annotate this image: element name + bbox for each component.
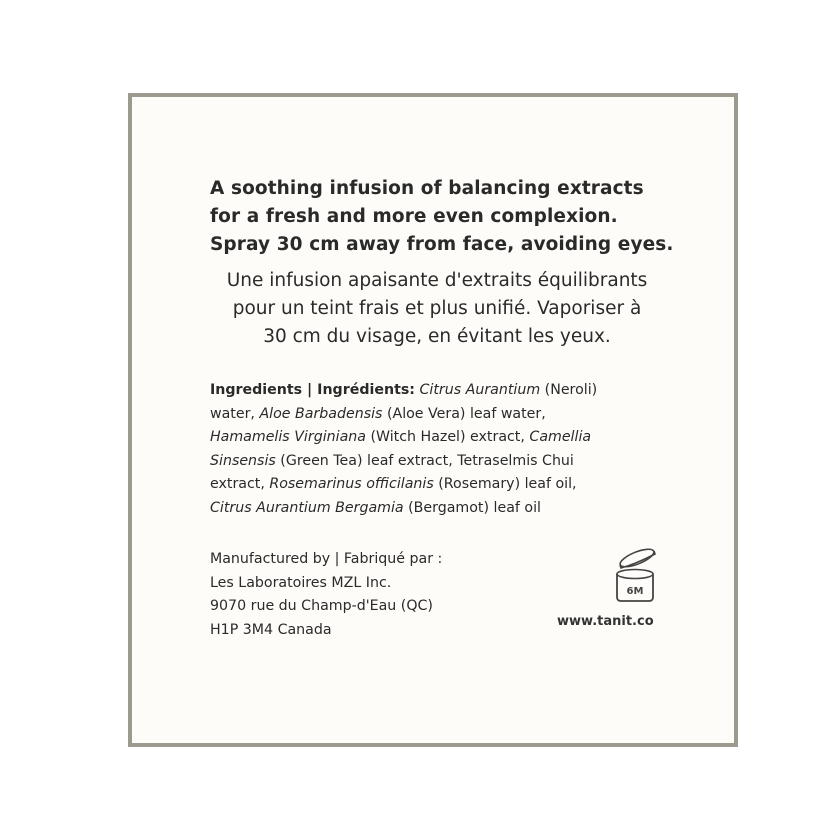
english-line: for a fresh and more even complexion. <box>210 206 618 227</box>
ingredients-line <box>210 403 660 427</box>
ingredient-text: (Green Tea) leaf extract, Tetraselmis Chui <box>275 452 574 469</box>
manufacturer-postal: H1P 3M4 Canada <box>210 621 332 638</box>
french-description <box>192 267 682 351</box>
product-label <box>128 93 738 747</box>
english-line: Spray 30 cm away from face, avoiding eyes. <box>210 234 674 255</box>
ingredient-text: (Bergamot) leaf oil <box>403 499 541 516</box>
ingredient-latin-name: Rosemarinus officilanis <box>269 476 434 492</box>
ingredient-latin-name: Citrus Aurantium <box>419 382 541 398</box>
manufacturer-street: 9070 rue du Champ-d'Eau (QC) <box>210 598 433 614</box>
french-line: 30 cm du visage, en évitant les yeux. <box>263 326 611 347</box>
website-url: www.tanit.co <box>557 614 654 629</box>
french-line: Une infusion apaisante d'extraits équilibrants <box>226 270 648 291</box>
ingredient-latin-name: Hamamelis Virginiana <box>210 429 366 445</box>
ingredient-text: (Rosemary) leaf oil, <box>433 476 577 492</box>
manufacturer-address <box>210 548 510 642</box>
manufacturer-heading: Manufactured by | Fabriqué par : <box>210 551 443 567</box>
ingredient-text: (Witch Hazel) extract, <box>365 429 530 445</box>
manufacturer-name: Les Laboratoires MZL Inc. <box>210 574 392 591</box>
ingredient-latin-name: Sinsensis <box>210 452 276 469</box>
ingredient-latin-name: Aloe Barbadensis <box>259 405 383 422</box>
pao-label: 6M <box>626 586 644 597</box>
ingredients-line <box>210 497 660 521</box>
ingredients-heading: Ingredients | Ingrédients: <box>210 382 415 398</box>
english-description <box>210 175 674 259</box>
ingredient-text: (Neroli) <box>540 382 598 398</box>
ingredients-list <box>210 379 660 520</box>
ingredients-line <box>210 473 660 497</box>
period-after-opening-symbol <box>612 547 658 605</box>
open-jar-icon <box>612 547 658 605</box>
ingredients-line <box>210 426 660 450</box>
ingredient-text: (Aloe Vera) leaf water, <box>382 405 546 422</box>
ingredient-latin-name: Citrus Aurantium Bergamia <box>210 499 404 516</box>
ingredient-text: water, <box>210 405 260 422</box>
ingredient-latin-name: Camellia <box>529 429 592 445</box>
french-line: pour un teint frais et plus unifié. Vaporiser à <box>232 298 642 319</box>
ingredients-line <box>210 379 660 403</box>
ingredients-line <box>210 450 660 474</box>
ingredient-text: extract, <box>210 476 270 492</box>
english-line: A soothing infusion of balancing extracts <box>210 178 644 199</box>
